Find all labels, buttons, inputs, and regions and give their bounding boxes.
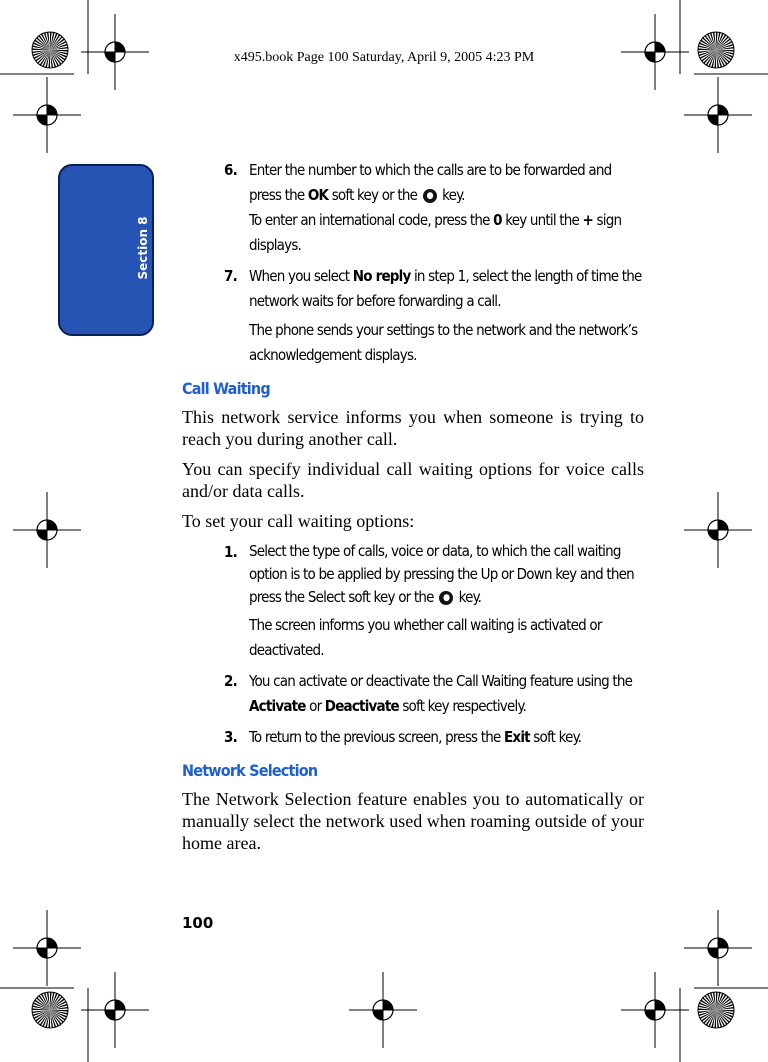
step-6 (182, 158, 644, 258)
crosshair-registration-mark (81, 14, 149, 90)
starburst-registration-wheel (698, 992, 734, 1028)
step-number: 1. (224, 543, 237, 561)
step-number: 3. (224, 728, 237, 746)
step-text: Select the type of calls, voice or data, to which the call waiting option is to be applied by pressing the Up or Down key and then press the Select soft key or the ● key. (249, 542, 634, 606)
call-waiting-heading: Call Waiting (182, 379, 270, 398)
crosshair-registration-mark (81, 972, 149, 1048)
call-waiting-step-2 (182, 669, 644, 719)
step-note: The phone sends your settings to the network and the network’s acknowledgement displays. (249, 321, 638, 364)
network-selection-heading: Network Selection (182, 761, 318, 780)
step-7 (182, 264, 644, 368)
crosshair-registration-mark (621, 14, 689, 90)
starburst-registration-wheel (698, 32, 734, 68)
step-note: To enter an international code, press the 0 key until the + sign displays. (249, 211, 622, 254)
crosshair-registration-mark (684, 492, 752, 568)
starburst-registration-wheel (32, 992, 68, 1028)
step-number: 6. (224, 161, 237, 179)
ok-key-icon: ● (439, 591, 453, 605)
crosshair-registration-mark (684, 77, 752, 153)
call-waiting-step-1 (182, 540, 644, 663)
step-number: 2. (224, 672, 237, 690)
step-note: The screen informs you whether call waiting is activated or deactivated. (249, 616, 602, 659)
crosshair-registration-mark (13, 910, 81, 986)
crosshair-registration-mark (349, 972, 417, 1048)
crosshair-registration-mark (13, 77, 81, 153)
page-content (182, 158, 644, 862)
call-waiting-setup: To set your call waiting options: (182, 511, 415, 531)
step-text: When you select No reply in step 1, select the length of time the network waits for before forwarding a call. (249, 267, 642, 310)
print-slug: x495.book Page 100 Saturday, April 9, 2005 4:23 PM (233, 50, 535, 65)
call-waiting-intro: This network service informs you when someone is trying to reach you during another call. (182, 407, 644, 449)
crosshair-registration-mark (684, 910, 752, 986)
step-text: To return to the previous screen, press the Exit soft key. (249, 728, 582, 746)
network-selection-text: The Network Selection feature enables you to automatically or manually select the network used when roaming outside of your home area. (182, 789, 644, 853)
section-tab-label: Section 8 (136, 216, 150, 280)
starburst-registration-wheel (32, 32, 68, 68)
step-text: You can activate or deactivate the Call Waiting feature using the Activate or Deactivate soft key respectively. (249, 672, 633, 715)
call-waiting-step-3 (182, 725, 644, 750)
call-waiting-options: You can specify individual call waiting options for voice calls and/or data calls. (182, 459, 644, 501)
crosshair-registration-mark (13, 492, 81, 568)
step-text: Enter the number to which the calls are to be forwarded and press the OK soft key or the ● key. (249, 161, 612, 204)
step-number: 7. (224, 267, 237, 285)
page-number: 100 (182, 914, 214, 932)
ok-key-icon: ● (423, 189, 437, 203)
crosshair-registration-mark (621, 972, 689, 1048)
